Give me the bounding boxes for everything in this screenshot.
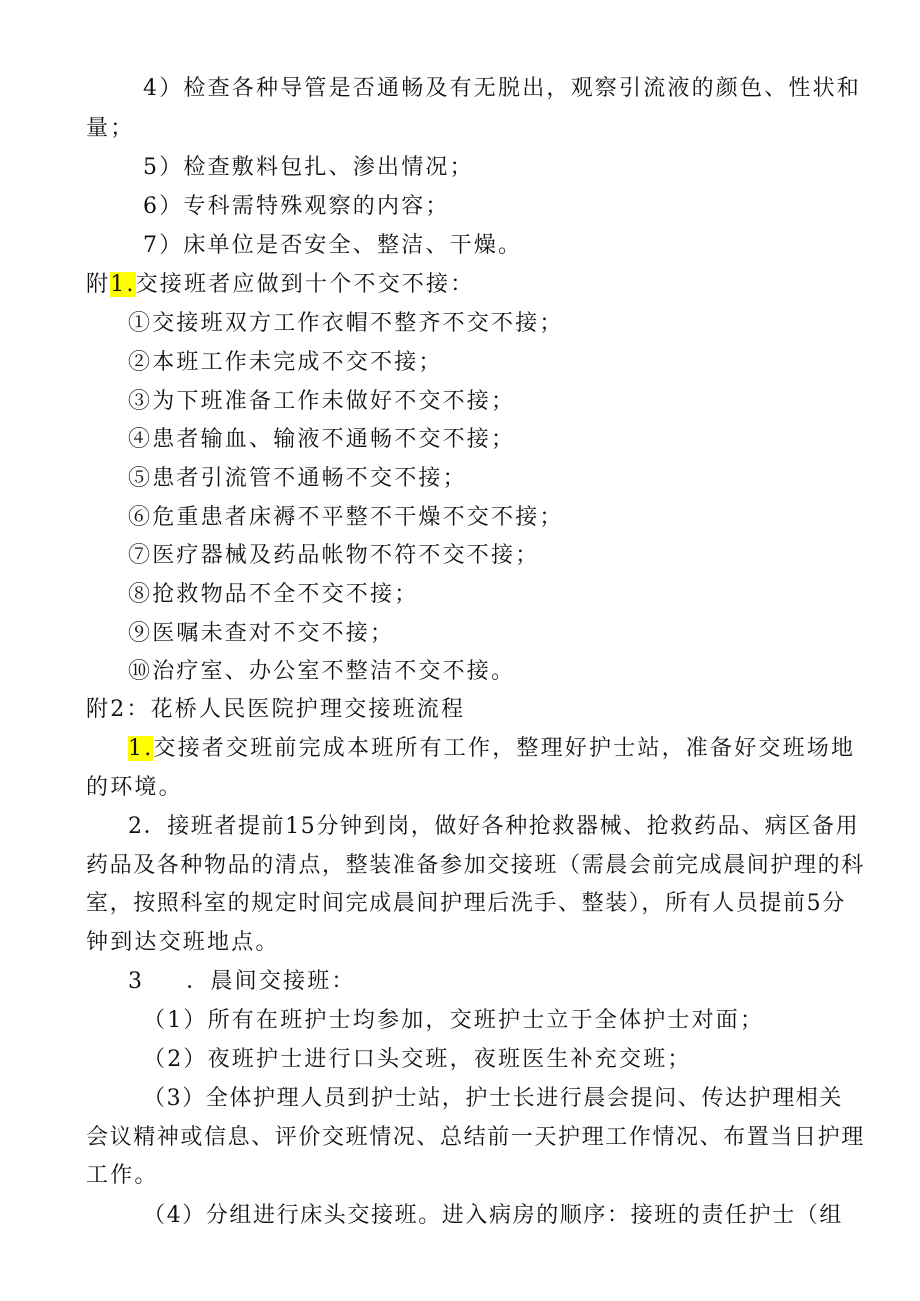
check-item-6: 6）专科需特殊观察的内容； [143, 194, 450, 219]
step-2-line-3: 室，按照科室的规定时间完成晨间护理后洗手、整装），所有人员提前5分 [86, 891, 846, 916]
step-3-sub-3-line-2: 会议精神或信息、评价交班情况、总结前一天护理工作情况、布置当日护理 [86, 1125, 865, 1150]
check-item-4-line-2: 量； [86, 116, 135, 141]
step-1-text: 交接者交班前完成本班所有工作，整理好护士站，准备好交班场地 [153, 736, 856, 761]
check-item-5: 5）检查敷料包扎、渗出情况； [143, 155, 474, 180]
appendix-1-heading [86, 270, 474, 300]
step-1-line-1 [128, 734, 855, 764]
appendix-1-prefix: 附 [86, 272, 111, 297]
appendix-1-item-4: ④患者输血、输液不通畅不交不接； [128, 427, 516, 452]
step-3-title: ．晨间交接班： [186, 969, 356, 994]
step-3-sub-3-line-1: （3）全体护理人员到护士站，护士长进行晨会提问、传达护理相关 [143, 1086, 843, 1111]
appendix-1-title: 交接班者应做到十个不交不接： [135, 272, 475, 297]
step-3-sub-3-line-3: 工作。 [86, 1163, 159, 1188]
step-1-number-highlight: 1. [128, 736, 154, 761]
appendix-1-item-8: ⑧抢救物品不全不交不接； [128, 582, 419, 607]
step-3-sub-1: （1）所有在班护士均参加，交班护士立于全体护士对面； [143, 1008, 765, 1033]
check-item-7: 7）床单位是否安全、整洁、干燥。 [143, 233, 523, 258]
step-3-number: 3 [128, 969, 145, 994]
appendix-1-number-highlight: 1. [110, 272, 136, 297]
step-2-line-4: 钟到达交班地点。 [86, 930, 280, 955]
step-2-line-1: 2．接班者提前15分钟到岗，做好各种抢救器械、抢救药品、病区备用 [128, 814, 860, 839]
step-3-heading [128, 967, 356, 997]
appendix-1-item-9: ⑨医嘱未查对不交不接； [128, 621, 395, 646]
appendix-1-item-6: ⑥危重患者床褥不平整不干燥不交不接； [128, 505, 564, 530]
appendix-1-item-2: ②本班工作未完成不交不接； [128, 350, 443, 375]
appendix-1-item-1: ①交接班双方工作衣帽不整齐不交不接； [128, 311, 564, 336]
check-item-4-line-1: 4）检查各种导管是否通畅及有无脱出，观察引流液的颜色、性状和 [143, 76, 861, 101]
appendix-1-item-3: ③为下班准备工作未做好不交不接； [128, 389, 516, 414]
step-2-line-2: 药品及各种物品的清点，整装准备参加交接班（需晨会前完成晨间护理的科 [86, 853, 865, 878]
appendix-2-title: 附2：花桥人民医院护理交接班流程 [86, 697, 466, 722]
appendix-1-item-10: ⑩治疗室、办公室不整洁不交不接。 [128, 659, 516, 684]
appendix-1-item-7: ⑦医疗器械及药品帐物不符不交不接； [128, 543, 540, 568]
appendix-1-item-5: ⑤患者引流管不通畅不交不接； [128, 466, 467, 491]
step-1-line-2: 的环境。 [86, 775, 183, 800]
step-3-sub-2: （2）夜班护士进行口头交班，夜班医生补充交班； [143, 1047, 692, 1072]
step-3-sub-4-line-1: （4）分组进行床头交接班。进入病房的顺序：接班的责任护士（组 [143, 1203, 843, 1228]
